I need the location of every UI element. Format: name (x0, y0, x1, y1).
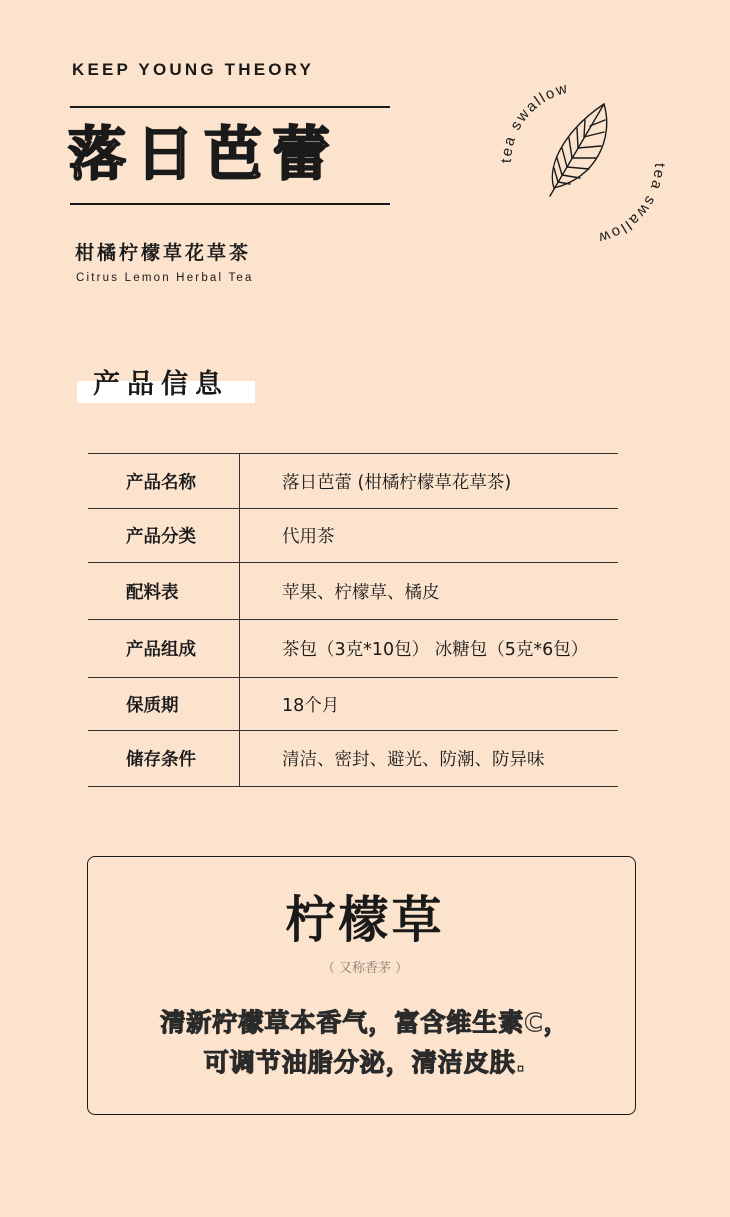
table-row (88, 563, 618, 620)
row-key: 产品分类 (88, 509, 240, 562)
tea-swallow-seal (488, 68, 678, 258)
row-key: 储存条件 (88, 731, 240, 786)
row-key: 保质期 (88, 678, 240, 730)
row-value: 茶包（3克*10包） 冰糖包（5克*6包） (282, 640, 589, 660)
product-subtitle-en: Citrus Lemon Herbal Tea (76, 272, 254, 284)
ingredient-description-line-2: 可调节油脂分泌，清洁皮肤. (203, 1048, 527, 1077)
seal-text-2: tea swallow (595, 162, 669, 247)
product-title: 落日芭蕾 (68, 120, 341, 188)
brand-name: KEEP YOUNG THEORY (72, 60, 315, 79)
product-info-table (88, 453, 618, 787)
table-row (88, 620, 618, 678)
row-value: 苹果、柠檬草、橘皮 (282, 582, 440, 603)
row-key: 产品组成 (88, 620, 240, 677)
ingredient-description-line-1: 清新柠檬草本香气，富含维生素C， (160, 1008, 570, 1037)
table-row (88, 731, 618, 787)
row-value: 代用茶 (282, 527, 335, 547)
row-value: 18个月 (282, 695, 340, 716)
ingredient-alias: （ 又称香茅 ） (321, 961, 409, 976)
svg-text:tea swallow (595, 163, 668, 247)
title-rule-bottom (70, 203, 390, 205)
ingredient-name: 柠檬草 (285, 891, 445, 949)
table-row (88, 678, 618, 731)
row-value: 落日芭蕾 (柑橘柠檬草花草茶) (282, 472, 512, 493)
section-heading: 产品信息 (93, 369, 229, 400)
row-value: 清洁、密封、避光、防潮、防异味 (282, 750, 545, 770)
table-row (88, 454, 618, 509)
product-subtitle-cn: 柑橘柠檬草花草茶 (75, 242, 252, 264)
row-key: 配料表 (88, 563, 240, 619)
leaf-icon (550, 104, 607, 196)
table-row (88, 509, 618, 563)
seal-text-1: tea swallow (497, 79, 571, 164)
row-key: 产品名称 (88, 454, 240, 508)
title-rule-top (70, 106, 390, 108)
